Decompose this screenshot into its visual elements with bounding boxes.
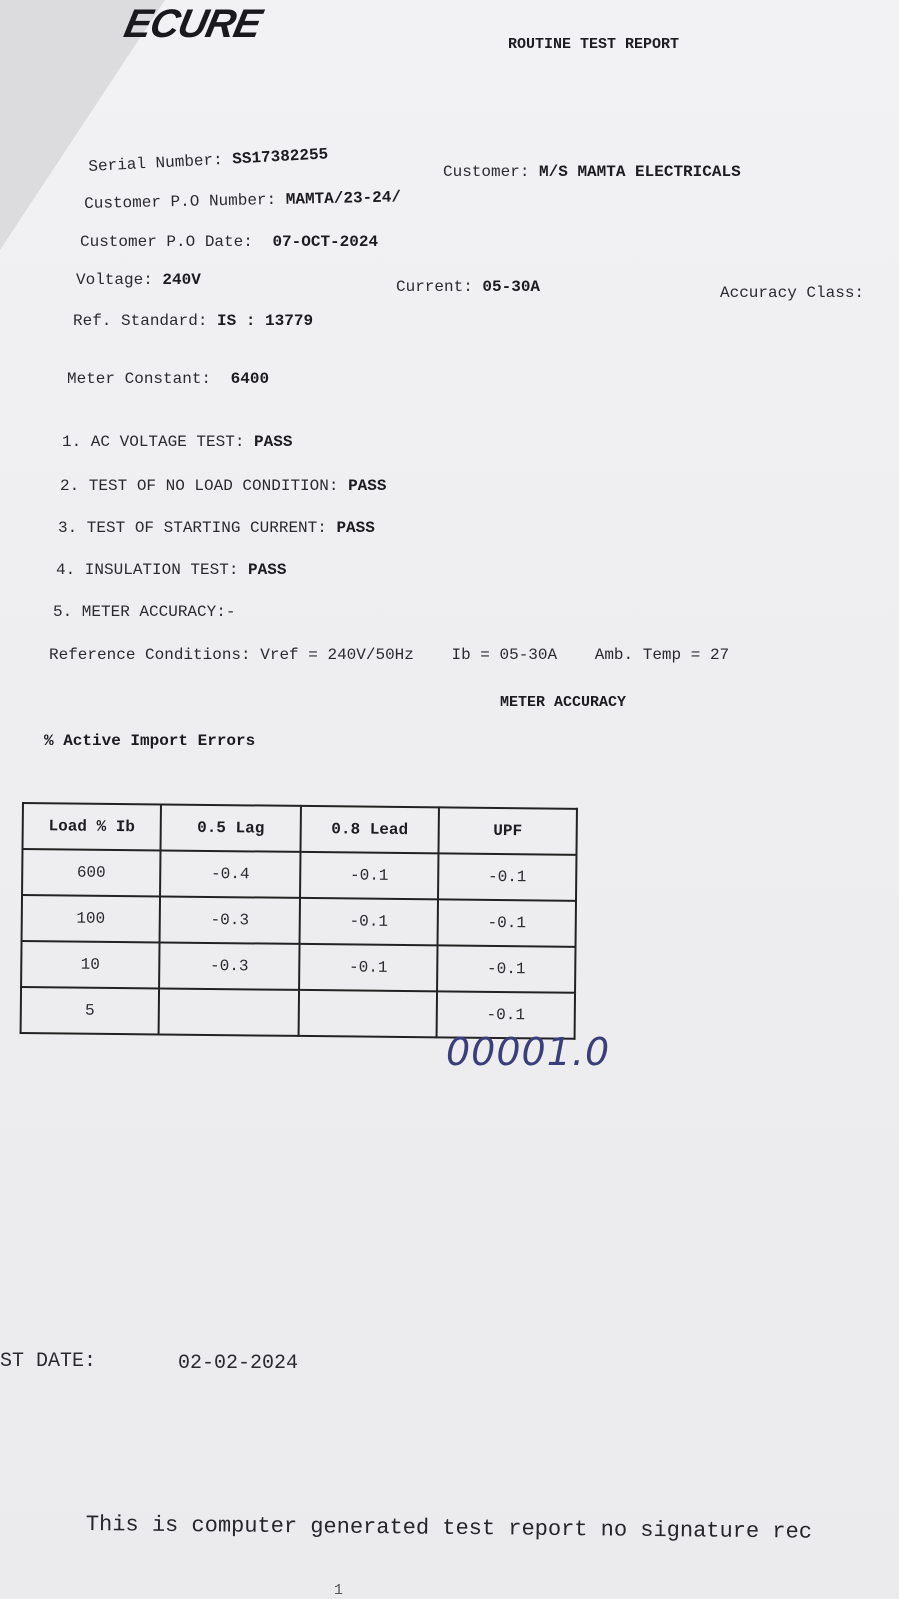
table-cell: -0.1 — [300, 898, 438, 945]
table-header-row — [23, 803, 577, 855]
ref-standard-label: Ref. Standard: — [73, 312, 208, 330]
table-row — [22, 895, 576, 947]
po-number-label: Customer P.O Number: — [84, 190, 277, 213]
table-cell: -0.1 — [438, 853, 576, 900]
report-title: ROUTINE TEST REPORT — [508, 36, 680, 53]
voltage-label: Voltage: — [76, 271, 153, 289]
reference-conditions-row — [49, 646, 729, 664]
table-cell: 100 — [22, 895, 160, 942]
table-cell: -0.1 — [437, 991, 575, 1038]
meter-constant-row — [67, 370, 269, 388]
test-item — [60, 477, 386, 495]
customer-row — [443, 163, 741, 181]
table-header-cell: 0.5 Lag — [161, 804, 301, 851]
serial-value: SS17382255 — [231, 145, 329, 169]
current-label: Current: — [396, 278, 473, 296]
test-label: 3. TEST OF STARTING CURRENT: — [58, 519, 327, 537]
table-cell: 5 — [21, 987, 159, 1034]
serial-label: Serial Number: — [88, 150, 224, 176]
table-header-cell: Load % Ib — [23, 803, 161, 850]
ref-standard-row — [73, 312, 313, 330]
test-label: 1. AC VOLTAGE TEST: — [62, 433, 245, 451]
table-header-cell: 0.8 Lead — [300, 806, 438, 853]
accuracy-class-label: Accuracy Class: — [720, 284, 865, 302]
po-date-value: 07-OCT-2024 — [272, 233, 379, 251]
test-result: PASS — [248, 561, 287, 579]
table-row — [22, 849, 576, 901]
table-cell: -0.1 — [438, 899, 576, 946]
accuracy-table — [20, 802, 578, 1040]
test-label: 2. TEST OF NO LOAD CONDITION: — [60, 477, 339, 495]
page-number: 1 — [334, 1582, 344, 1599]
errors-title: % Active Import Errors — [44, 732, 256, 750]
table-header-cell: UPF — [438, 807, 576, 854]
po-number-value: MAMTA/23-24/ — [285, 188, 402, 209]
meter-accuracy-title: METER ACCURACY — [500, 694, 627, 711]
table-cell: 10 — [21, 941, 159, 988]
customer-label: Customer: — [443, 163, 530, 181]
table-cell: -0.1 — [437, 945, 575, 992]
reference-temp: Amb. Temp = 27 — [594, 646, 730, 664]
table-cell: -0.3 — [160, 896, 300, 943]
ref-standard-value: IS : 13779 — [217, 312, 314, 330]
test-item — [62, 433, 292, 451]
voltage-row — [76, 271, 201, 289]
test-result: PASS — [348, 477, 387, 495]
test-label: 5. METER ACCURACY:- — [53, 603, 236, 621]
voltage-value: 240V — [162, 271, 201, 289]
table-cell: -0.1 — [300, 852, 438, 899]
table-cell: -0.3 — [159, 942, 299, 989]
table-cell — [159, 988, 299, 1035]
test-label: 4. INSULATION TEST: — [56, 561, 239, 579]
po-date-label: Customer P.O Date: — [80, 233, 253, 251]
test-result: PASS — [254, 433, 293, 451]
table-cell: 600 — [22, 849, 160, 896]
table-row — [21, 941, 575, 993]
po-date-row — [80, 233, 378, 251]
reference-vref: Vref = 240V/50Hz — [260, 646, 414, 664]
reference-label: Reference Conditions: — [49, 646, 251, 664]
current-value: 05-30A — [482, 278, 541, 296]
test-item — [58, 519, 375, 537]
test-result: PASS — [336, 519, 375, 537]
brand-logo: ECURE — [120, 2, 265, 46]
table-cell: -0.4 — [160, 850, 300, 897]
meter-constant-label: Meter Constant: — [67, 370, 212, 388]
table-cell: -0.1 — [299, 944, 437, 991]
reference-ib: Ib = 05-30A — [451, 646, 558, 664]
current-row — [396, 278, 540, 296]
handwritten-reading: 00001.0 — [446, 1030, 611, 1074]
test-item — [53, 603, 235, 621]
footer-note: This is computer generated test report no signature rec — [85, 1512, 813, 1545]
test-date-label: ST DATE: — [0, 1350, 97, 1373]
test-date-value: 02-02-2024 — [178, 1352, 299, 1375]
meter-constant-value: 6400 — [230, 370, 270, 388]
test-item — [56, 561, 286, 579]
table-cell — [299, 990, 437, 1037]
customer-value: M/S MAMTA ELECTRICALS — [539, 163, 741, 181]
